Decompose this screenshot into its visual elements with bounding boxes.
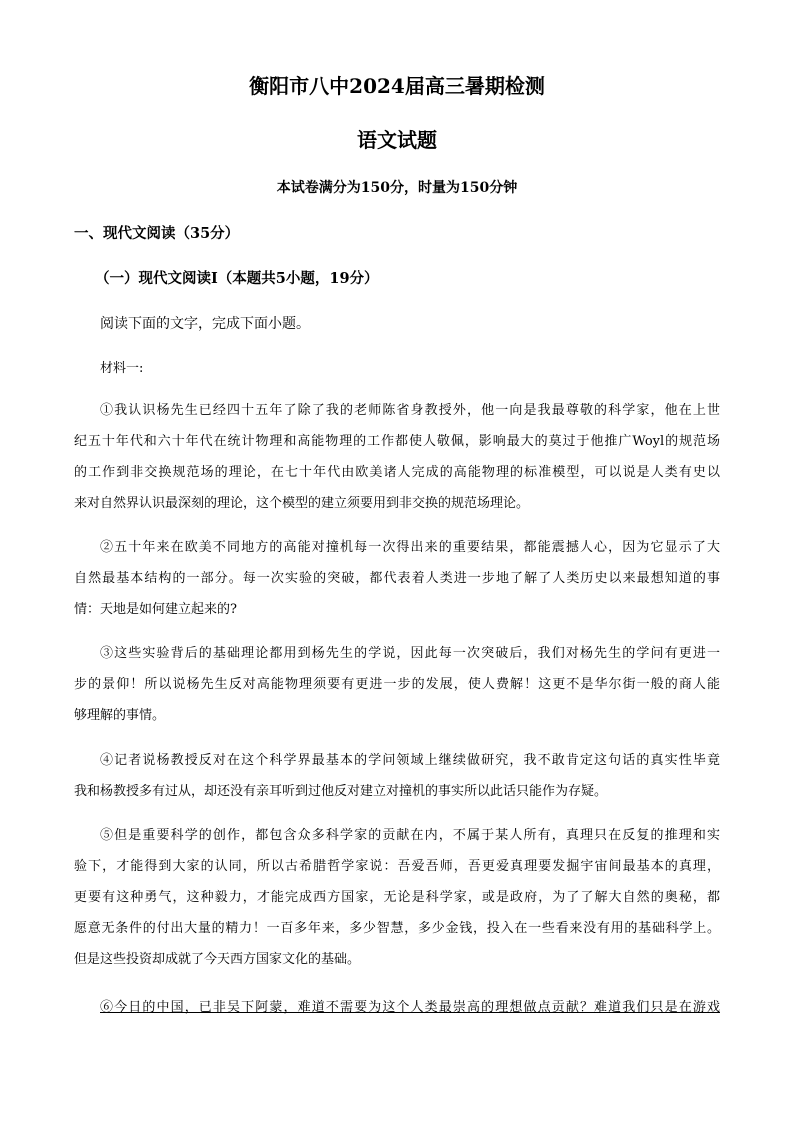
paragraph-2: [74, 532, 720, 625]
paragraph-line: 的工作到非交换规范场的理论，在七十年代由欧美诸人完成的高能物理的标准模型，可以说是人类有史以: [74, 465, 720, 480]
paragraph-1: [74, 395, 720, 519]
paragraph-line: ①我认识杨先生已经四十五年了除了我的老师陈省身教授外，他一向是我最尊敬的科学家，他在上世: [100, 403, 720, 418]
paragraph-line: 自然最基本结构的一部分。每一次实验的突破，都代表着人类进一步地了解了人类历史以来最想知道的事: [74, 571, 720, 586]
paragraph-line: 验下，才能得到大家的认同，所以古希腊哲学家说：吾爱吾师，吾更爱真理要发掘宇宙间最基本的真理，: [74, 859, 720, 874]
paragraph-line: 情：天地是如何建立起来的?: [74, 602, 237, 617]
paragraph-line: 来对自然界认识最深刻的理论，这个模型的建立须要用到非交换的规范场理论。: [74, 496, 530, 511]
paragraph-line: ④记者说杨教授反对在这个科学界最基本的学问领域上继续做研究，我不敢肯定这句话的真实性毕竟: [100, 753, 720, 768]
paragraph-line: 纪五十年代和六十年代在统计物理和高能物理的工作都使人敬佩，影响最大的莫过于他推广Woyl的规范场: [74, 434, 720, 449]
subsection-heading: （一）现代文阅读Ⅰ（本题共5小题，19分）: [95, 270, 379, 287]
paragraph-line: ⑥今日的中国，已非吴下阿蒙，难道不需要为这个人类最崇高的理想做点贡献？难道我们只是在游戏: [100, 1000, 720, 1015]
subject-title: 语文试题: [357, 128, 437, 152]
paragraph-line: ③这些实验背后的基础理论都用到杨先生的学说，因此每一次突破后，我们对杨先生的学问有更进一: [100, 646, 720, 661]
exam-info: 本试卷满分为150分，时量为150分钟: [276, 180, 518, 196]
paragraph-3: [74, 638, 720, 731]
paragraph-line: 但是这些投资却成就了今天西方国家文化的基础。: [74, 952, 361, 967]
paragraph-line: ②五十年来在欧美不同地方的高能对撞机每一次得出来的重要结果，都能震撼人心，因为它显示了大: [100, 540, 720, 555]
exam-title: 衡阳市八中2024届高三暑期检测: [249, 74, 545, 98]
paragraph-line: 愿意无条件的付出大量的精力！一百多年来，多少智慧，多少金钱，投入在一些看来没有用的基础科学上。: [74, 921, 720, 936]
paragraph-4: [74, 745, 720, 807]
paragraph-line: 我和杨教授多有过从，却还没有亲耳听到过他反对建立对撞机的事实所以此话只能作为存疑。: [74, 784, 608, 799]
reading-instruction: 阅读下面的文字，完成下面小题。: [100, 316, 310, 332]
material-label: 材料一:: [100, 361, 144, 376]
paragraph-line: 步的景仰！所以说杨先生反对高能物理须要有更进一步的发展，使人费解！这更不是华尔街一般的商人能: [74, 677, 720, 692]
paragraph-6: [74, 992, 720, 1023]
paragraph-line: ⑤但是重要科学的创作，都包含众多科学家的贡献在内，不属于某人所有，真理只在反复的推理和实: [100, 828, 720, 843]
paragraph-line: 更要有这种勇气，这种毅力，才能完成西方国家，无论是科学家，或是政府，为了了解大自然的奥秘，都: [74, 890, 720, 905]
paragraph-line: 够理解的事情。: [74, 708, 166, 723]
paragraph-5: [74, 820, 720, 975]
section-heading: 一、现代文阅读（35分）: [74, 225, 240, 242]
